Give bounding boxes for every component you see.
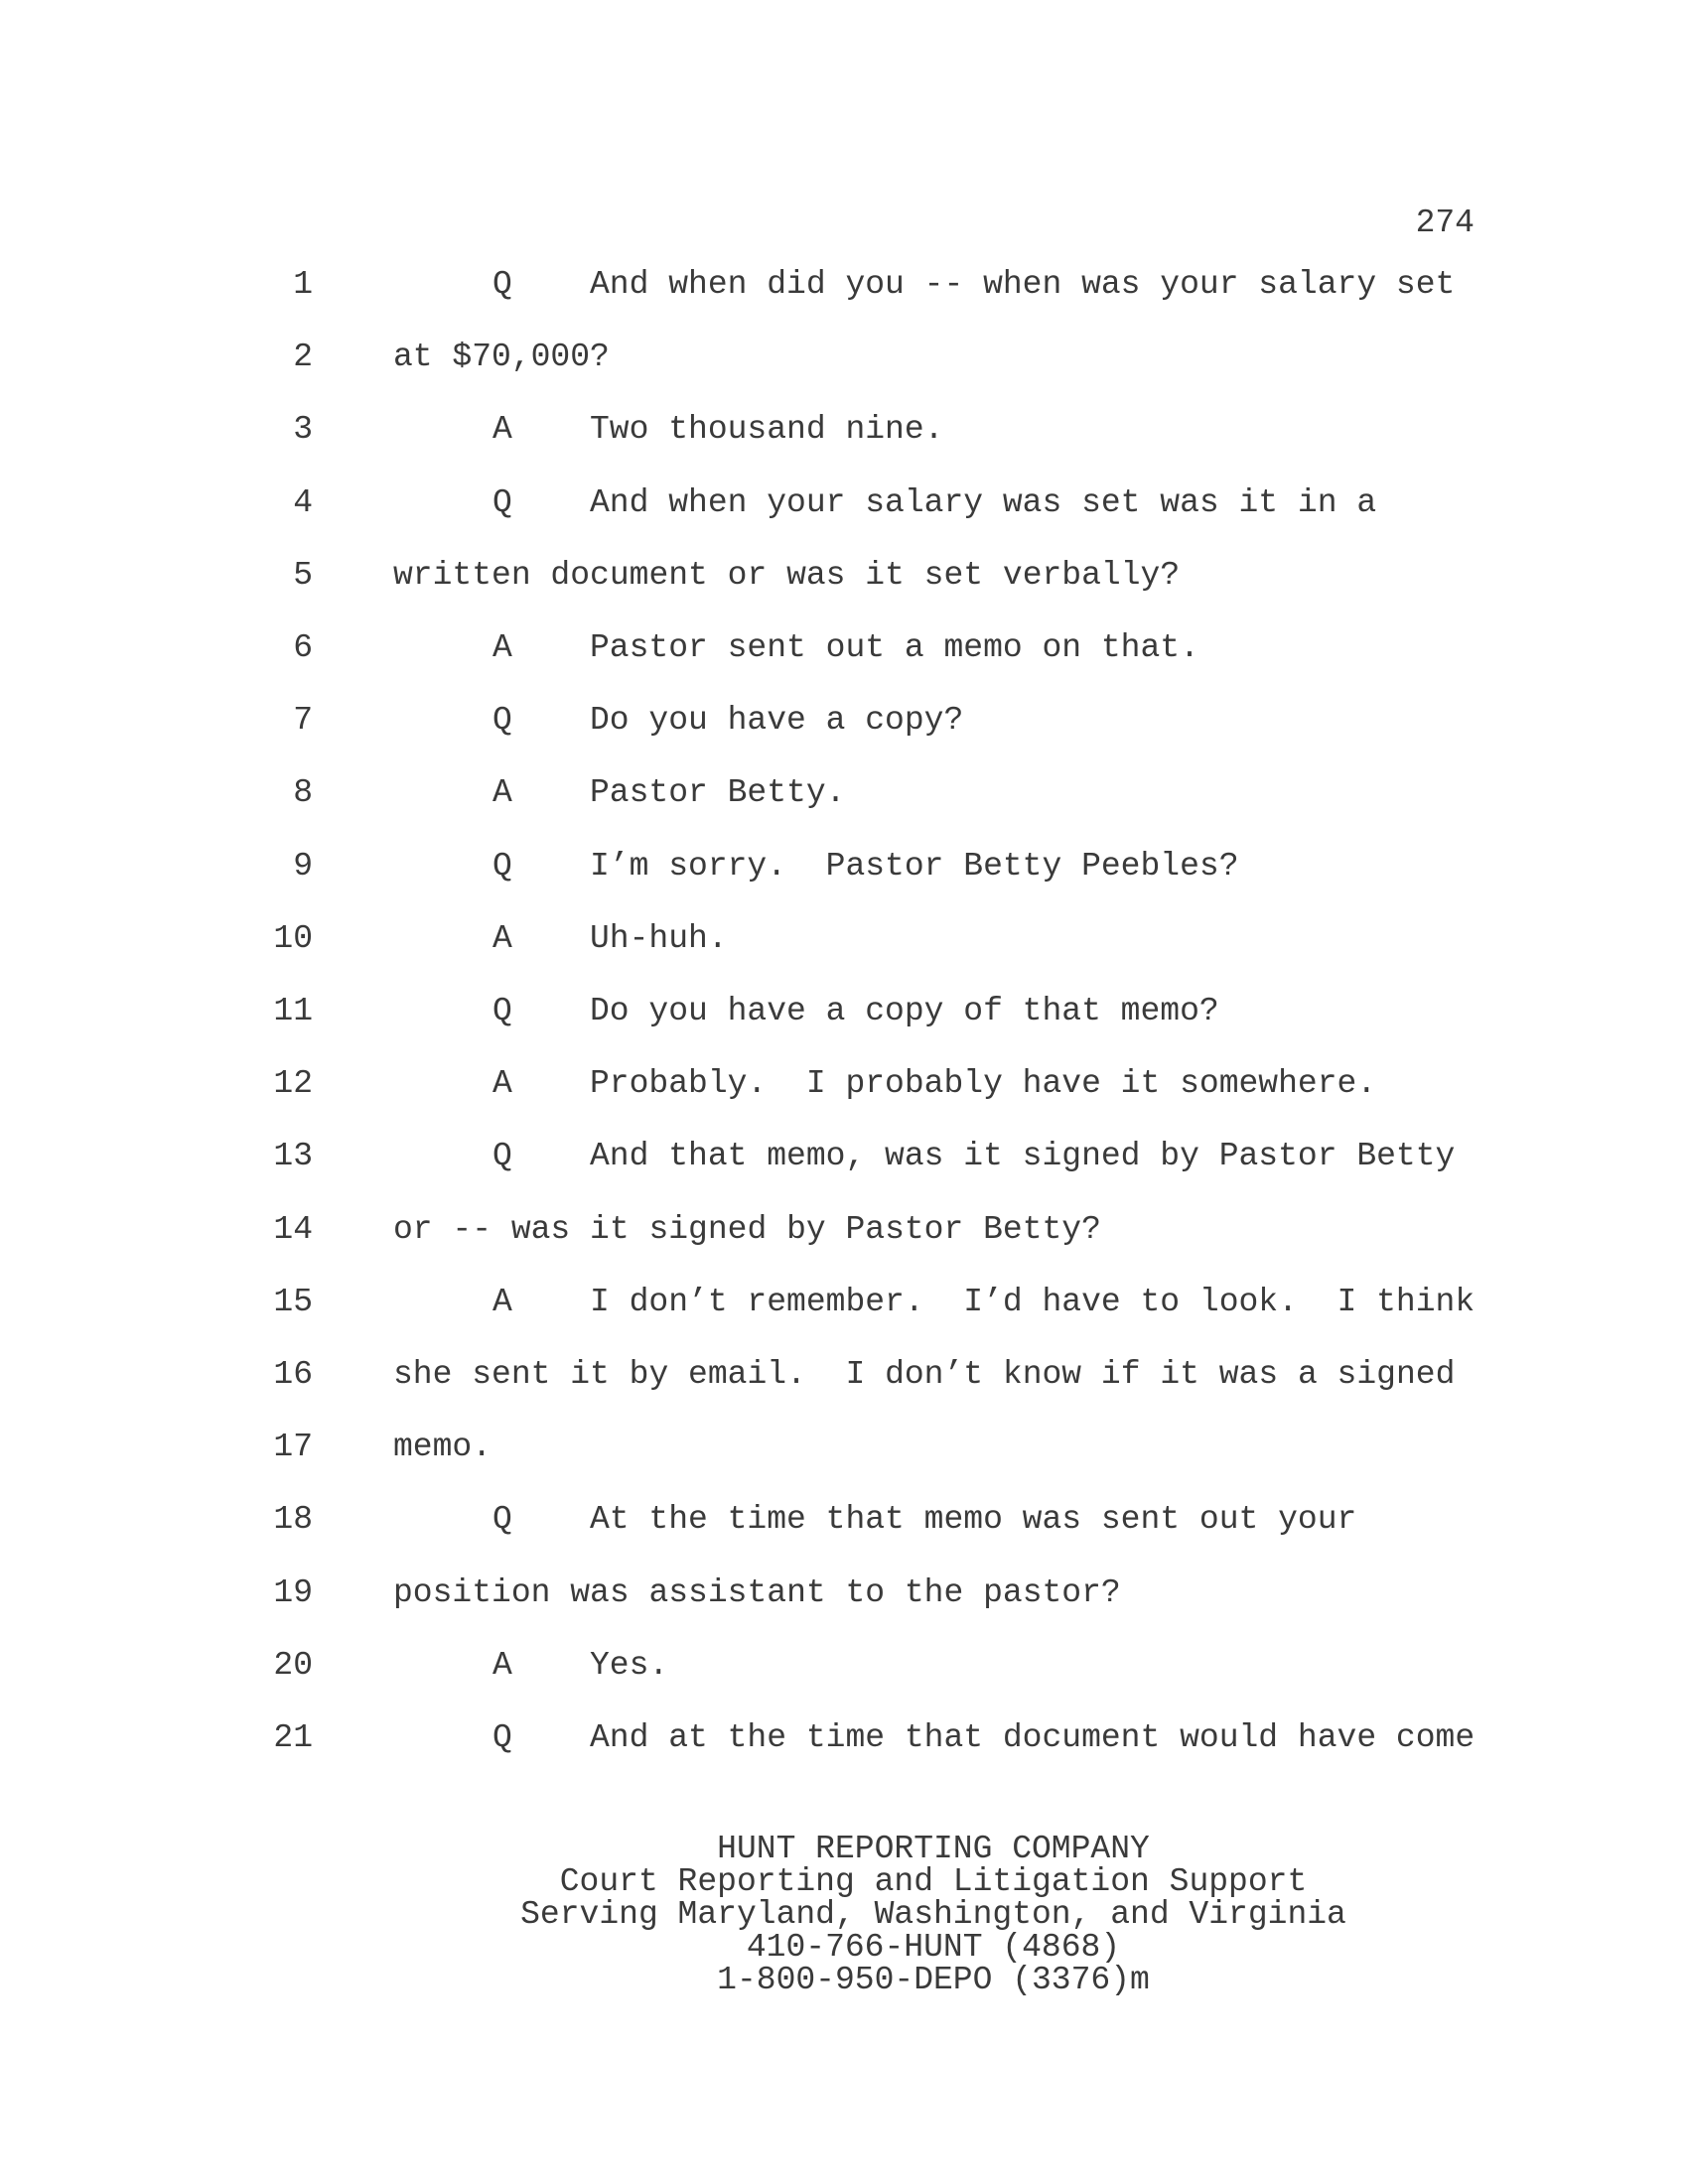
- page-number: 274: [1415, 205, 1475, 241]
- line-text: Yes.: [590, 1646, 669, 1684]
- line-number: 8: [293, 774, 313, 812]
- speaker-label: A: [492, 411, 512, 449]
- transcript-line: [0, 848, 1688, 887]
- transcript-line: [0, 1719, 1688, 1759]
- line-number: 3: [293, 411, 313, 449]
- transcript-line: [0, 993, 1688, 1032]
- line-text: at $70,000?: [393, 339, 610, 376]
- transcript-line: [0, 339, 1688, 378]
- line-number: 17: [273, 1429, 313, 1466]
- line-number: 20: [273, 1646, 313, 1684]
- line-text: I don’t remember. I’d have to look. I think: [590, 1283, 1476, 1320]
- speaker-label: A: [492, 629, 512, 666]
- footer-phone-local: 410-766-HUNT (4868): [746, 1929, 1121, 1966]
- line-text: Probably. I probably have it somewhere.: [590, 1065, 1377, 1103]
- transcript-line: [0, 920, 1688, 960]
- line-number: 12: [273, 1065, 313, 1103]
- line-number: 21: [273, 1719, 313, 1756]
- transcript-line: [0, 774, 1688, 814]
- line-text: written document or was it set verbally?: [393, 556, 1181, 594]
- speaker-label: A: [492, 1283, 512, 1320]
- line-text: Do you have a copy?: [590, 702, 964, 740]
- transcript-line: [0, 266, 1688, 306]
- reporter-footer: [0, 1833, 1688, 1996]
- transcript-line: [0, 1065, 1688, 1105]
- line-text: Pastor Betty.: [590, 774, 846, 812]
- speaker-label: Q: [492, 1138, 512, 1175]
- line-number: 1: [293, 266, 313, 303]
- speaker-label: Q: [492, 702, 512, 740]
- transcript-line: [0, 557, 1688, 597]
- line-text: memo.: [393, 1429, 492, 1466]
- line-text: Two thousand nine.: [590, 411, 944, 449]
- line-text: And that memo, was it signed by Pastor Betty: [590, 1138, 1456, 1175]
- line-number: 15: [273, 1283, 313, 1320]
- transcript-line: [0, 1138, 1688, 1177]
- line-text: I’m sorry. Pastor Betty Peebles?: [590, 847, 1239, 885]
- footer-phone-tollfree: 1-800-950-DEPO (3376)m: [717, 1962, 1150, 1998]
- speaker-label: A: [492, 919, 512, 957]
- line-text: Pastor sent out a memo on that.: [590, 629, 1199, 666]
- line-number: 18: [273, 1501, 313, 1539]
- speaker-label: Q: [492, 847, 512, 885]
- line-text: At the time that memo was sent out your: [590, 1501, 1357, 1539]
- line-number: 10: [273, 919, 313, 957]
- line-number: 13: [273, 1138, 313, 1175]
- transcript-line: [0, 1211, 1688, 1251]
- line-text: And at the time that document would have come: [590, 1719, 1476, 1756]
- speaker-label: A: [492, 774, 512, 812]
- transcript-line: [0, 1356, 1688, 1396]
- line-text: Uh-huh.: [590, 919, 728, 957]
- transcript-line: [0, 1501, 1688, 1541]
- footer-company: HUNT REPORTING COMPANY: [717, 1831, 1150, 1867]
- transcript-line: [0, 1574, 1688, 1614]
- transcript-line: [0, 629, 1688, 669]
- speaker-label: Q: [492, 1719, 512, 1756]
- footer-tagline: Court Reporting and Litigation Support: [559, 1863, 1308, 1900]
- line-text: And when did you -- when was your salary set: [590, 266, 1456, 303]
- footer-region: Serving Maryland, Washington, and Virginia: [520, 1896, 1346, 1933]
- speaker-label: Q: [492, 266, 512, 303]
- speaker-label: A: [492, 1646, 512, 1684]
- transcript-line: [0, 1647, 1688, 1687]
- line-number: 7: [293, 702, 313, 740]
- line-number: 5: [293, 556, 313, 594]
- speaker-label: Q: [492, 993, 512, 1029]
- line-text: Do you have a copy of that memo?: [590, 993, 1219, 1029]
- line-text: position was assistant to the pastor?: [393, 1573, 1121, 1611]
- line-number: 2: [293, 339, 313, 376]
- line-text: she sent it by email. I don’t know if it was a signed: [393, 1356, 1456, 1393]
- line-number: 9: [293, 847, 313, 885]
- line-text: or -- was it signed by Pastor Betty?: [393, 1210, 1101, 1248]
- line-number: 19: [273, 1573, 313, 1611]
- transcript-line: [0, 1429, 1688, 1468]
- transcript-line: [0, 411, 1688, 451]
- line-text: And when your salary was set was it in a: [590, 483, 1377, 521]
- transcript-line: [0, 1284, 1688, 1323]
- line-number: 14: [273, 1210, 313, 1248]
- line-number: 4: [293, 483, 313, 521]
- speaker-label: Q: [492, 483, 512, 521]
- transcript-line: [0, 702, 1688, 742]
- speaker-label: Q: [492, 1501, 512, 1539]
- line-number: 11: [273, 993, 313, 1029]
- transcript-line: [0, 484, 1688, 524]
- line-number: 6: [293, 629, 313, 666]
- speaker-label: A: [492, 1065, 512, 1103]
- line-number: 16: [273, 1356, 313, 1393]
